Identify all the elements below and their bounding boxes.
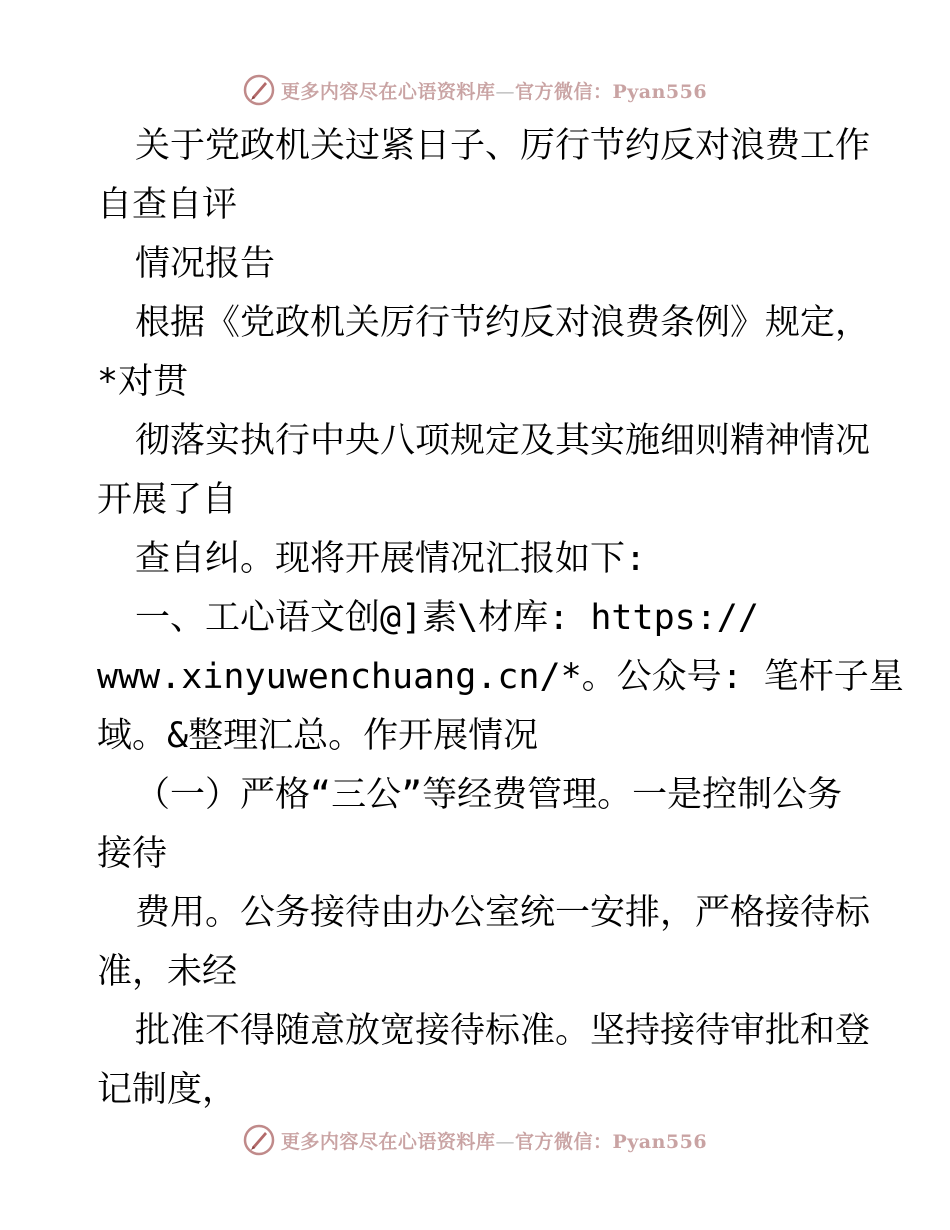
banner-separator: — [495,80,515,103]
banner-text [281,1127,707,1154]
text-line: 一、工心语文创@]素\材库: https:// [135,598,759,638]
text-line: 自查自评 [97,185,238,225]
text-line: 查自纠。现将开展情况汇报如下: [135,539,647,579]
text-line: 根据《党政机关厉行节约反对浪费条例》规定， [135,303,871,343]
quill-pen-logo-icon [243,74,275,106]
text-line: 批准不得随意放宽接待标准。坚持接待审批和登 [135,1011,871,1051]
banner-main-text: 更多内容尽在心语资料库 [280,1130,496,1153]
text-line: 情况报告 [135,244,276,284]
banner-main-text: 更多内容尽在心语资料库 [280,80,496,103]
text-line: 接待 [97,834,168,874]
banner-content [243,1124,707,1156]
text-line: 准，未经 [97,952,238,992]
text-line: （一）严格“三公”等经费管理。一是控制公务 [135,775,843,815]
document-body [97,117,904,1120]
banner-text [281,77,707,104]
banner-sub-text: 官方微信： [514,80,613,103]
banner-content [243,74,707,106]
text-line: www.xinyuwenchuang.cn/*。公众号: 笔杆子星 [97,657,904,697]
banner-account: Pyan556 [612,1130,708,1153]
text-line: *对贯 [97,362,189,402]
quill-pen-logo-icon [243,1124,275,1156]
text-line: 记制度， [97,1070,238,1110]
text-line: 关于党政机关过紧日子、厉行节约反对浪费工作 [135,126,871,166]
text-line: 开展了自 [97,480,238,520]
text-line: 彻落实执行中央八项规定及其实施细则精神情况 [135,421,871,461]
banner-separator: — [495,1130,515,1153]
footer-banner [0,1120,950,1160]
text-line: 费用。公务接待由办公室统一安排，严格接待标 [135,893,871,933]
text-line: 域。&整理汇总。作开展情况 [97,716,539,756]
header-banner [0,70,950,110]
banner-sub-text: 官方微信： [514,1130,613,1153]
banner-account: Pyan556 [612,80,708,103]
